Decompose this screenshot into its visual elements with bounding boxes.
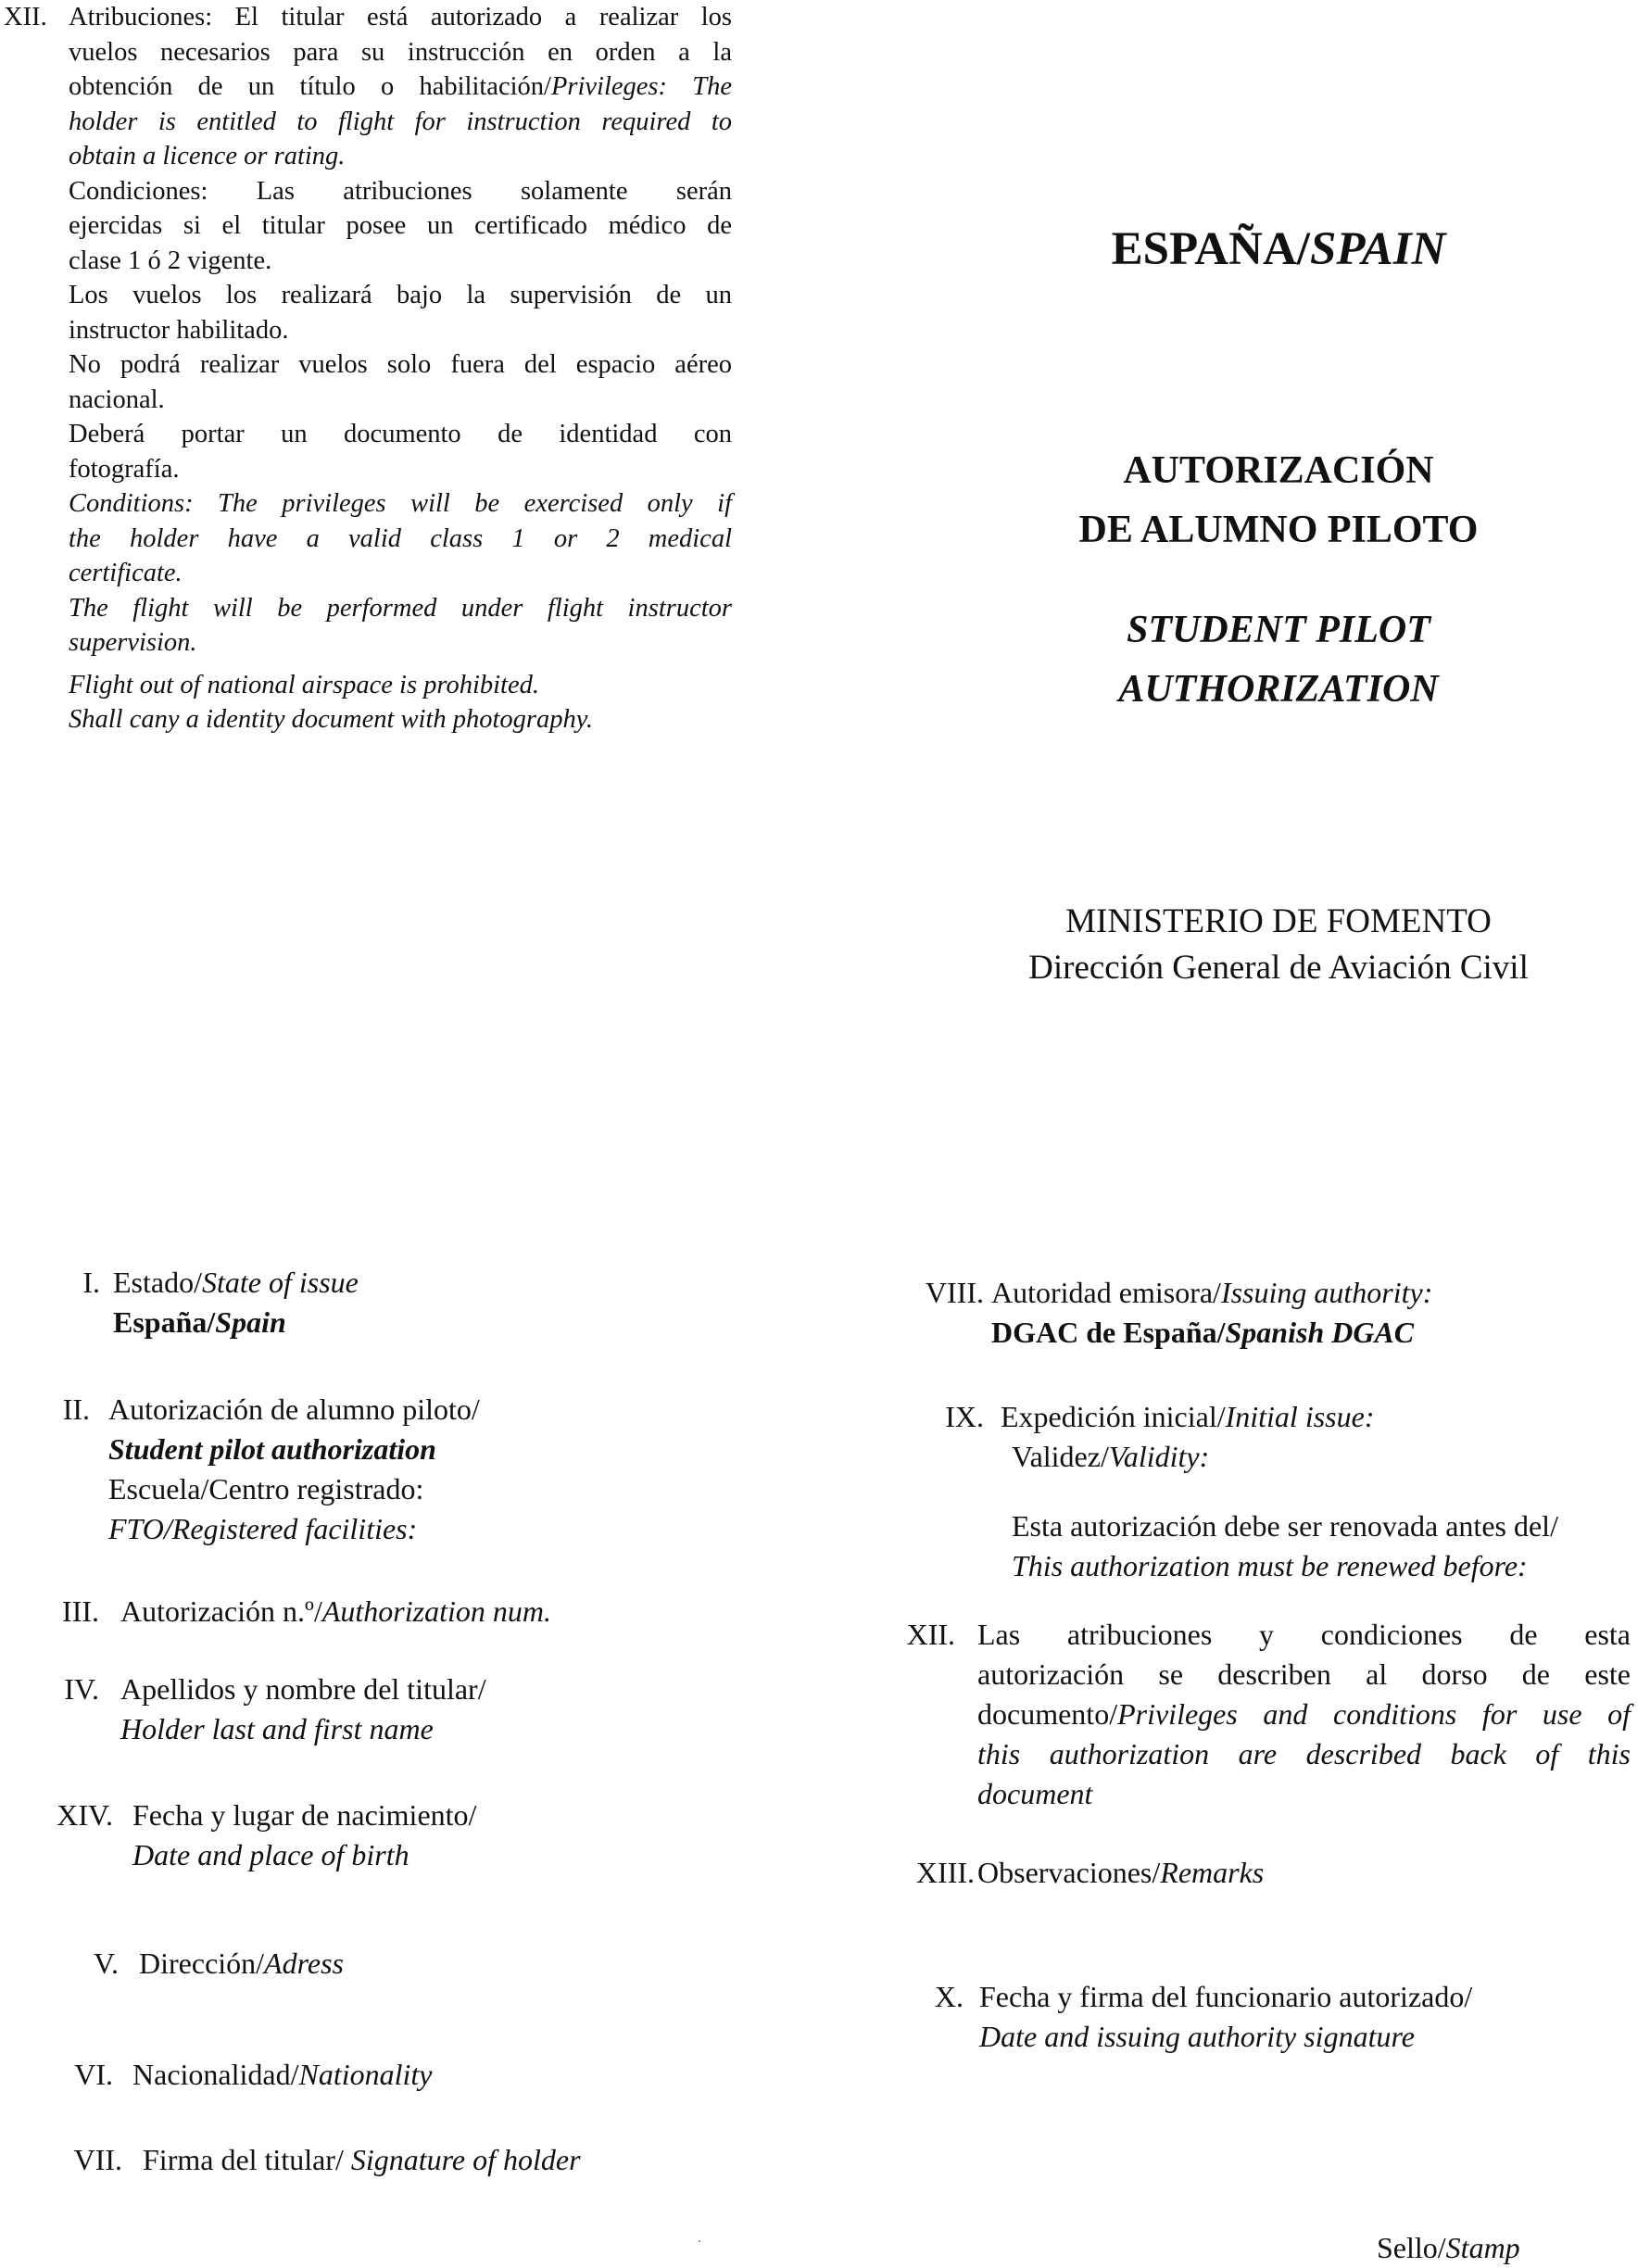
field-label: Autorización n.º/ xyxy=(120,1594,322,1628)
privileges-line-en: Privileges: The xyxy=(550,72,732,101)
field-numeral: X. xyxy=(934,1980,964,2013)
validity-label-en: Validity: xyxy=(1108,1440,1210,1473)
field-sublabel: Escuela/Centro registrado: xyxy=(108,1472,424,1506)
field-numeral: V. xyxy=(94,1947,119,1980)
conditions-en-line: the holder have a valid class 1 or 2 medical xyxy=(69,523,732,553)
privileges-line: obtain a licence or rating. xyxy=(69,142,346,170)
document-title-en-line: AUTHORIZATION xyxy=(1118,668,1439,711)
privileges-reference-line: Las atribuciones y condiciones de esta xyxy=(977,1618,1631,1651)
stamp-label-es: Sello/ xyxy=(1377,2231,1446,2264)
conditions-en-line: Shall cany a identity document with photography. xyxy=(69,705,593,734)
privileges-numeral: XII. xyxy=(4,3,47,32)
field-authority-signature xyxy=(889,1977,1631,2057)
field-label: Estado/ xyxy=(113,1266,202,1299)
privileges-reference-line xyxy=(977,1695,1631,1734)
scan-speck xyxy=(699,2240,700,2242)
field-label: Nacionalidad/ xyxy=(132,2058,299,2091)
field-label: Expedición inicial/ xyxy=(1001,1400,1226,1433)
field-numeral: IX. xyxy=(945,1400,984,1433)
stamp-label xyxy=(1377,2228,1618,2268)
field-label: Dirección/ xyxy=(139,1947,265,1980)
country-title-es: ESPAÑA/ xyxy=(1111,223,1310,275)
privileges-section xyxy=(0,0,732,737)
field-label-en: Issuing authority: xyxy=(1220,1276,1433,1309)
field-numeral: XIV. xyxy=(57,1798,113,1832)
field-sublabel-en: FTO/Registered facilities: xyxy=(108,1512,418,1545)
privileges-line: holder is entitled to flight for instruction required to xyxy=(69,107,732,136)
field-numeral: III. xyxy=(62,1594,99,1628)
field-label-en: Date and place of birth xyxy=(132,1838,409,1871)
field-nationality xyxy=(0,2055,760,2095)
country-title-en: SPAIN xyxy=(1309,223,1446,275)
country-title xyxy=(936,222,1621,276)
conditions-en-line: certificate. xyxy=(69,559,183,587)
cover-titles xyxy=(936,222,1621,719)
conditions-line: clase 1 ó 2 vigente. xyxy=(69,246,272,275)
privileges-reference-line: document xyxy=(977,1777,1093,1810)
field-label: Fecha y firma del funcionario autorizado/ xyxy=(979,1980,1473,2013)
privileges-line: vuelos necesarios para su instrucción en orden a la xyxy=(69,37,732,67)
field-numeral: I. xyxy=(82,1266,100,1299)
field-label-en: State of issue xyxy=(201,1266,359,1299)
field-date-place-of-birth xyxy=(0,1796,760,1875)
field-remarks xyxy=(889,1853,1631,1893)
field-label-en: Adress xyxy=(264,1947,344,1980)
field-authorization-number xyxy=(0,1592,760,1632)
privileges-line xyxy=(69,69,732,105)
conditions-en-line: Conditions: The privileges will be exercised only if xyxy=(69,489,732,518)
field-value: España/ xyxy=(113,1305,216,1339)
field-state-of-issue xyxy=(0,1263,760,1342)
conditions-line: ejercidas si el titular posee un certificado médico de xyxy=(69,211,732,240)
document-title-es-line: AUTORIZACIÓN xyxy=(1123,449,1434,492)
privileges-reference-en: Privileges and conditions for use of xyxy=(1117,1697,1631,1731)
privileges-line: Atribuciones: El titular está autorizado a realizar los xyxy=(69,3,732,32)
field-label: Apellidos y nombre del titular/ xyxy=(120,1672,486,1706)
privileges-line-es: obtención de un título o habilitación/ xyxy=(69,72,551,101)
field-holder-name xyxy=(0,1670,760,1749)
conditions-line: No podrá realizar vuelos solo fuera del espacio aéreo xyxy=(69,350,732,379)
document-title-en xyxy=(936,600,1621,719)
field-label-en: Initial issue: xyxy=(1225,1400,1375,1433)
field-label-en: Authorization num. xyxy=(321,1594,551,1628)
validity-label: Validez/ xyxy=(1012,1440,1109,1473)
field-label-en: Date and issuing authority signature xyxy=(979,2020,1415,2053)
field-label-en: Signature of holder xyxy=(350,2143,581,2176)
field-numeral: XIII. xyxy=(915,1856,975,1889)
document-title-en-line: STUDENT PILOT xyxy=(1127,609,1430,651)
field-numeral: VIII. xyxy=(925,1276,984,1309)
field-privileges-reference xyxy=(889,1615,1644,1814)
field-label: Observaciones/ xyxy=(977,1856,1161,1889)
field-numeral: VII. xyxy=(73,2143,122,2176)
privileges-reference-line: this authorization are described back of this xyxy=(977,1737,1631,1770)
ministry-name: MINISTERIO DE FOMENTO xyxy=(1065,902,1492,940)
field-label: Autoridad emisora/ xyxy=(991,1276,1221,1309)
field-numeral: IV. xyxy=(64,1672,99,1706)
conditions-line: Los vuelos los realizará bajo la supervisión de un xyxy=(69,281,732,309)
field-label: Autorización de alumno piloto/ xyxy=(108,1392,480,1426)
conditions-line: nacional. xyxy=(69,384,165,414)
field-label: Firma del titular/ xyxy=(143,2143,351,2176)
conditions-en-line: Flight out of national airspace is prohibited. xyxy=(69,670,539,699)
field-label-en: Student pilot authorization xyxy=(108,1432,436,1466)
field-initial-issue xyxy=(889,1397,1631,1586)
conditions-line: fotografía. xyxy=(69,454,180,484)
field-value: DGAC de España/ xyxy=(991,1316,1226,1349)
field-issuing-authority xyxy=(889,1273,1631,1353)
conditions-line: Deberá portar un documento de identidad con xyxy=(69,420,732,448)
field-numeral: II. xyxy=(62,1392,90,1426)
field-label-en: Nationality xyxy=(298,2058,433,2091)
privileges-reference-line: autorización se describen al dorso de este xyxy=(977,1657,1631,1691)
privileges-reference-es: documento/ xyxy=(977,1697,1118,1731)
field-value-en: Spain xyxy=(215,1305,286,1339)
field-authorization-type xyxy=(0,1390,760,1549)
field-holder-signature xyxy=(0,2140,760,2180)
field-numeral: VI. xyxy=(74,2058,113,2091)
ministry-block xyxy=(936,899,1621,991)
document-title-es xyxy=(936,441,1621,560)
stamp-label-en: Stamp xyxy=(1445,2231,1520,2264)
conditions-en-line: The flight will be performed under flight instructor xyxy=(69,593,732,623)
ministry-department: Dirección General de Aviación Civil xyxy=(1028,949,1529,987)
conditions-line: instructor habilitado. xyxy=(69,315,289,345)
field-numeral: XII. xyxy=(906,1618,955,1651)
field-label: Fecha y lugar de nacimiento/ xyxy=(132,1798,477,1832)
renewal-note: Esta autorización debe ser renovada antes del/ xyxy=(1012,1509,1558,1543)
renewal-note-en: This authorization must be renewed before: xyxy=(1012,1549,1528,1582)
field-label-en: Holder last and first name xyxy=(120,1712,434,1745)
field-address xyxy=(0,1944,760,1984)
document-title-es-line: DE ALUMNO PILOTO xyxy=(1078,509,1479,551)
field-value-en: Spanish DGAC xyxy=(1225,1316,1415,1349)
field-label-en: Remarks xyxy=(1160,1856,1265,1889)
conditions-line: Condiciones: Las atribuciones solamente serán xyxy=(69,176,732,206)
conditions-en-line: supervision. xyxy=(69,628,197,657)
